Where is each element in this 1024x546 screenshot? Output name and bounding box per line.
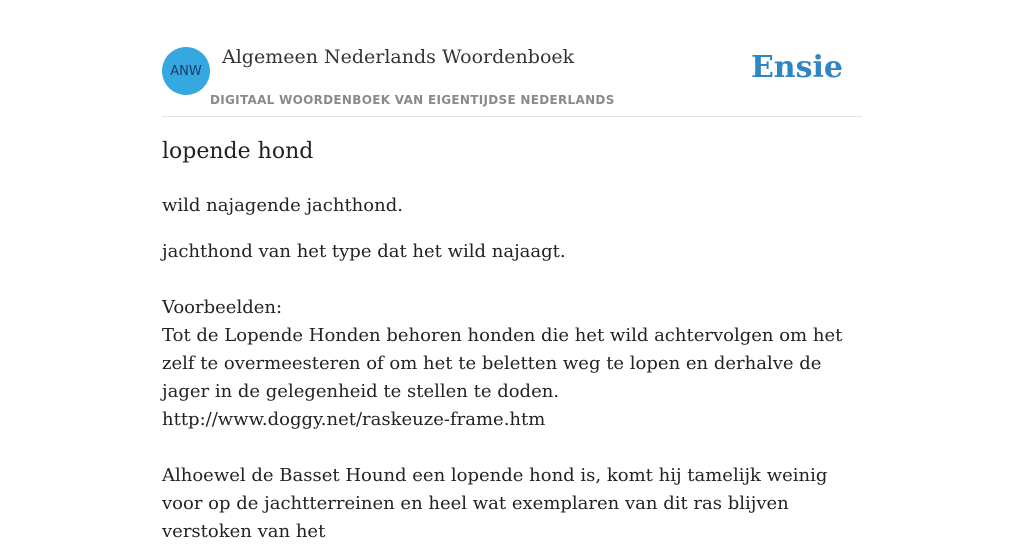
page-container	[162, 0, 862, 542]
entry-title: lopende hond	[162, 139, 314, 164]
logo-text: ANW	[170, 63, 202, 79]
dictionary-subtitle: DIGITAAL WOORDENBOEK VAN EIGENTIJDSE NEDERLANDS	[210, 93, 615, 107]
ensie-brand-logo[interactable]: Ensie	[750, 50, 843, 85]
site-header	[162, 0, 862, 117]
short-definition: wild najagende jachthond.	[162, 195, 403, 216]
dictionary-title[interactable]: Algemeen Nederlands Woordenboek	[222, 46, 575, 68]
anw-logo[interactable]	[162, 47, 210, 95]
entry-body: jachthond van het type dat het wild najaagt. Voorbeelden: Tot de Lopende Honden behoren honden die het wild achtervolgen om het zelf te overmeesteren of om het te beletten weg te lopen en derhalve de jager in de gelegenheid te stellen te doden. http://www.doggy.net/raskeuze-frame.htm Alhoewel de Basset Hound een lopende hond is, komt hij tamelijk weinig voor op de jachtterreinen en heel wat exemplaren van dit ras blijven verstoken van het	[162, 241, 843, 542]
